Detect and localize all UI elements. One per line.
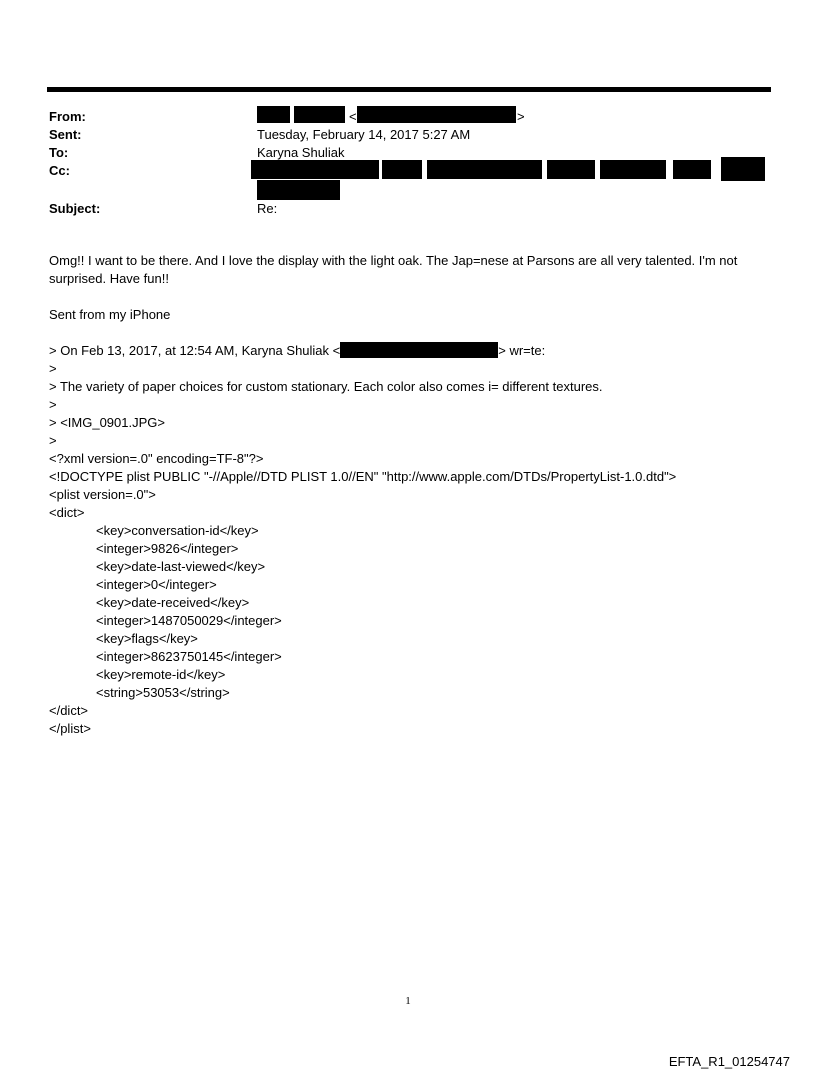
from-email-open: < [349, 109, 357, 124]
subject-label: Subject: [49, 201, 101, 216]
bates-number: EFTA_R1_01254747 [668, 1054, 790, 1069]
quote-line: > <IMG_0901.JPG> [49, 415, 165, 430]
redaction-cc-5 [600, 160, 666, 179]
redaction-cc-2 [382, 160, 422, 179]
redaction-cc-7 [721, 157, 765, 181]
redaction-from-name-last [294, 106, 345, 123]
to-label: To: [49, 145, 69, 160]
page-number: 1 [405, 995, 411, 1007]
xml-line: <dict> [49, 505, 85, 520]
xml-line: <plist version=.0"> [49, 487, 156, 502]
quote-header-prefix: > On Feb 13, 2017, at 12:54 AM, Karyna Shuliak < [49, 343, 341, 358]
sent-label: Sent: [49, 127, 82, 142]
quote-line: > [49, 397, 57, 412]
redaction-cc-3 [427, 160, 542, 179]
signature-line: Sent from my iPhone [49, 307, 171, 322]
redaction-from-email [357, 106, 516, 123]
sent-value: Tuesday, February 14, 2017 5:27 AM [257, 127, 471, 142]
dict-line: <key>date-last-viewed</key> [96, 559, 266, 574]
to-value: Karyna Shuliak [257, 145, 345, 160]
quote-header-line [49, 342, 545, 360]
redaction-quote-email [340, 342, 498, 358]
xml-line: <!DOCTYPE plist PUBLIC "-//Apple//DTD PLIST 1.0//EN" "http://www.apple.com/DTDs/PropertyList-1.0.dtd"> [49, 469, 677, 484]
redaction-cc-1 [251, 160, 379, 179]
subject-value: Re: [257, 201, 278, 216]
redaction-cc-4 [547, 160, 595, 179]
dict-line: <key>flags</key> [96, 631, 198, 646]
dict-line: <integer>1487050029</integer> [96, 613, 282, 628]
dict-line: <integer>8623750145</integer> [96, 649, 282, 664]
dict-line: <integer>0</integer> [96, 577, 217, 592]
xml-close-line: </plist> [49, 721, 91, 736]
quote-line: > [49, 433, 57, 448]
xml-line: <?xml version=.0" encoding=TF-8"?> [49, 451, 264, 466]
dict-line: <string>53053</string> [96, 685, 230, 700]
quote-line: > The variety of paper choices for custom stationary. Each color also comes i= different textures. [49, 379, 603, 394]
message-paragraph: Omg!! I want to be there. And I love the display with the light oak. The Jap=nese at Parsons are all very talented. I'm not surprised. Have fun!! [49, 253, 738, 286]
redaction-from-name-first [257, 106, 290, 123]
xml-close-line: </dict> [49, 703, 89, 718]
redaction-cc-8 [257, 180, 340, 200]
quote-header-suffix: > wr=te: [498, 343, 546, 358]
redaction-cc-6 [673, 160, 711, 179]
dict-line: <key>date-received</key> [96, 595, 250, 610]
cc-label: Cc: [49, 163, 70, 178]
dict-line: <key>remote-id</key> [96, 667, 226, 682]
quote-line: > [49, 361, 57, 376]
dict-line: <integer>9826</integer> [96, 541, 239, 556]
from-label: From: [49, 109, 86, 124]
dict-line: <key>conversation-id</key> [96, 523, 259, 538]
from-email-close: > [517, 109, 525, 124]
header-rule [47, 87, 771, 92]
